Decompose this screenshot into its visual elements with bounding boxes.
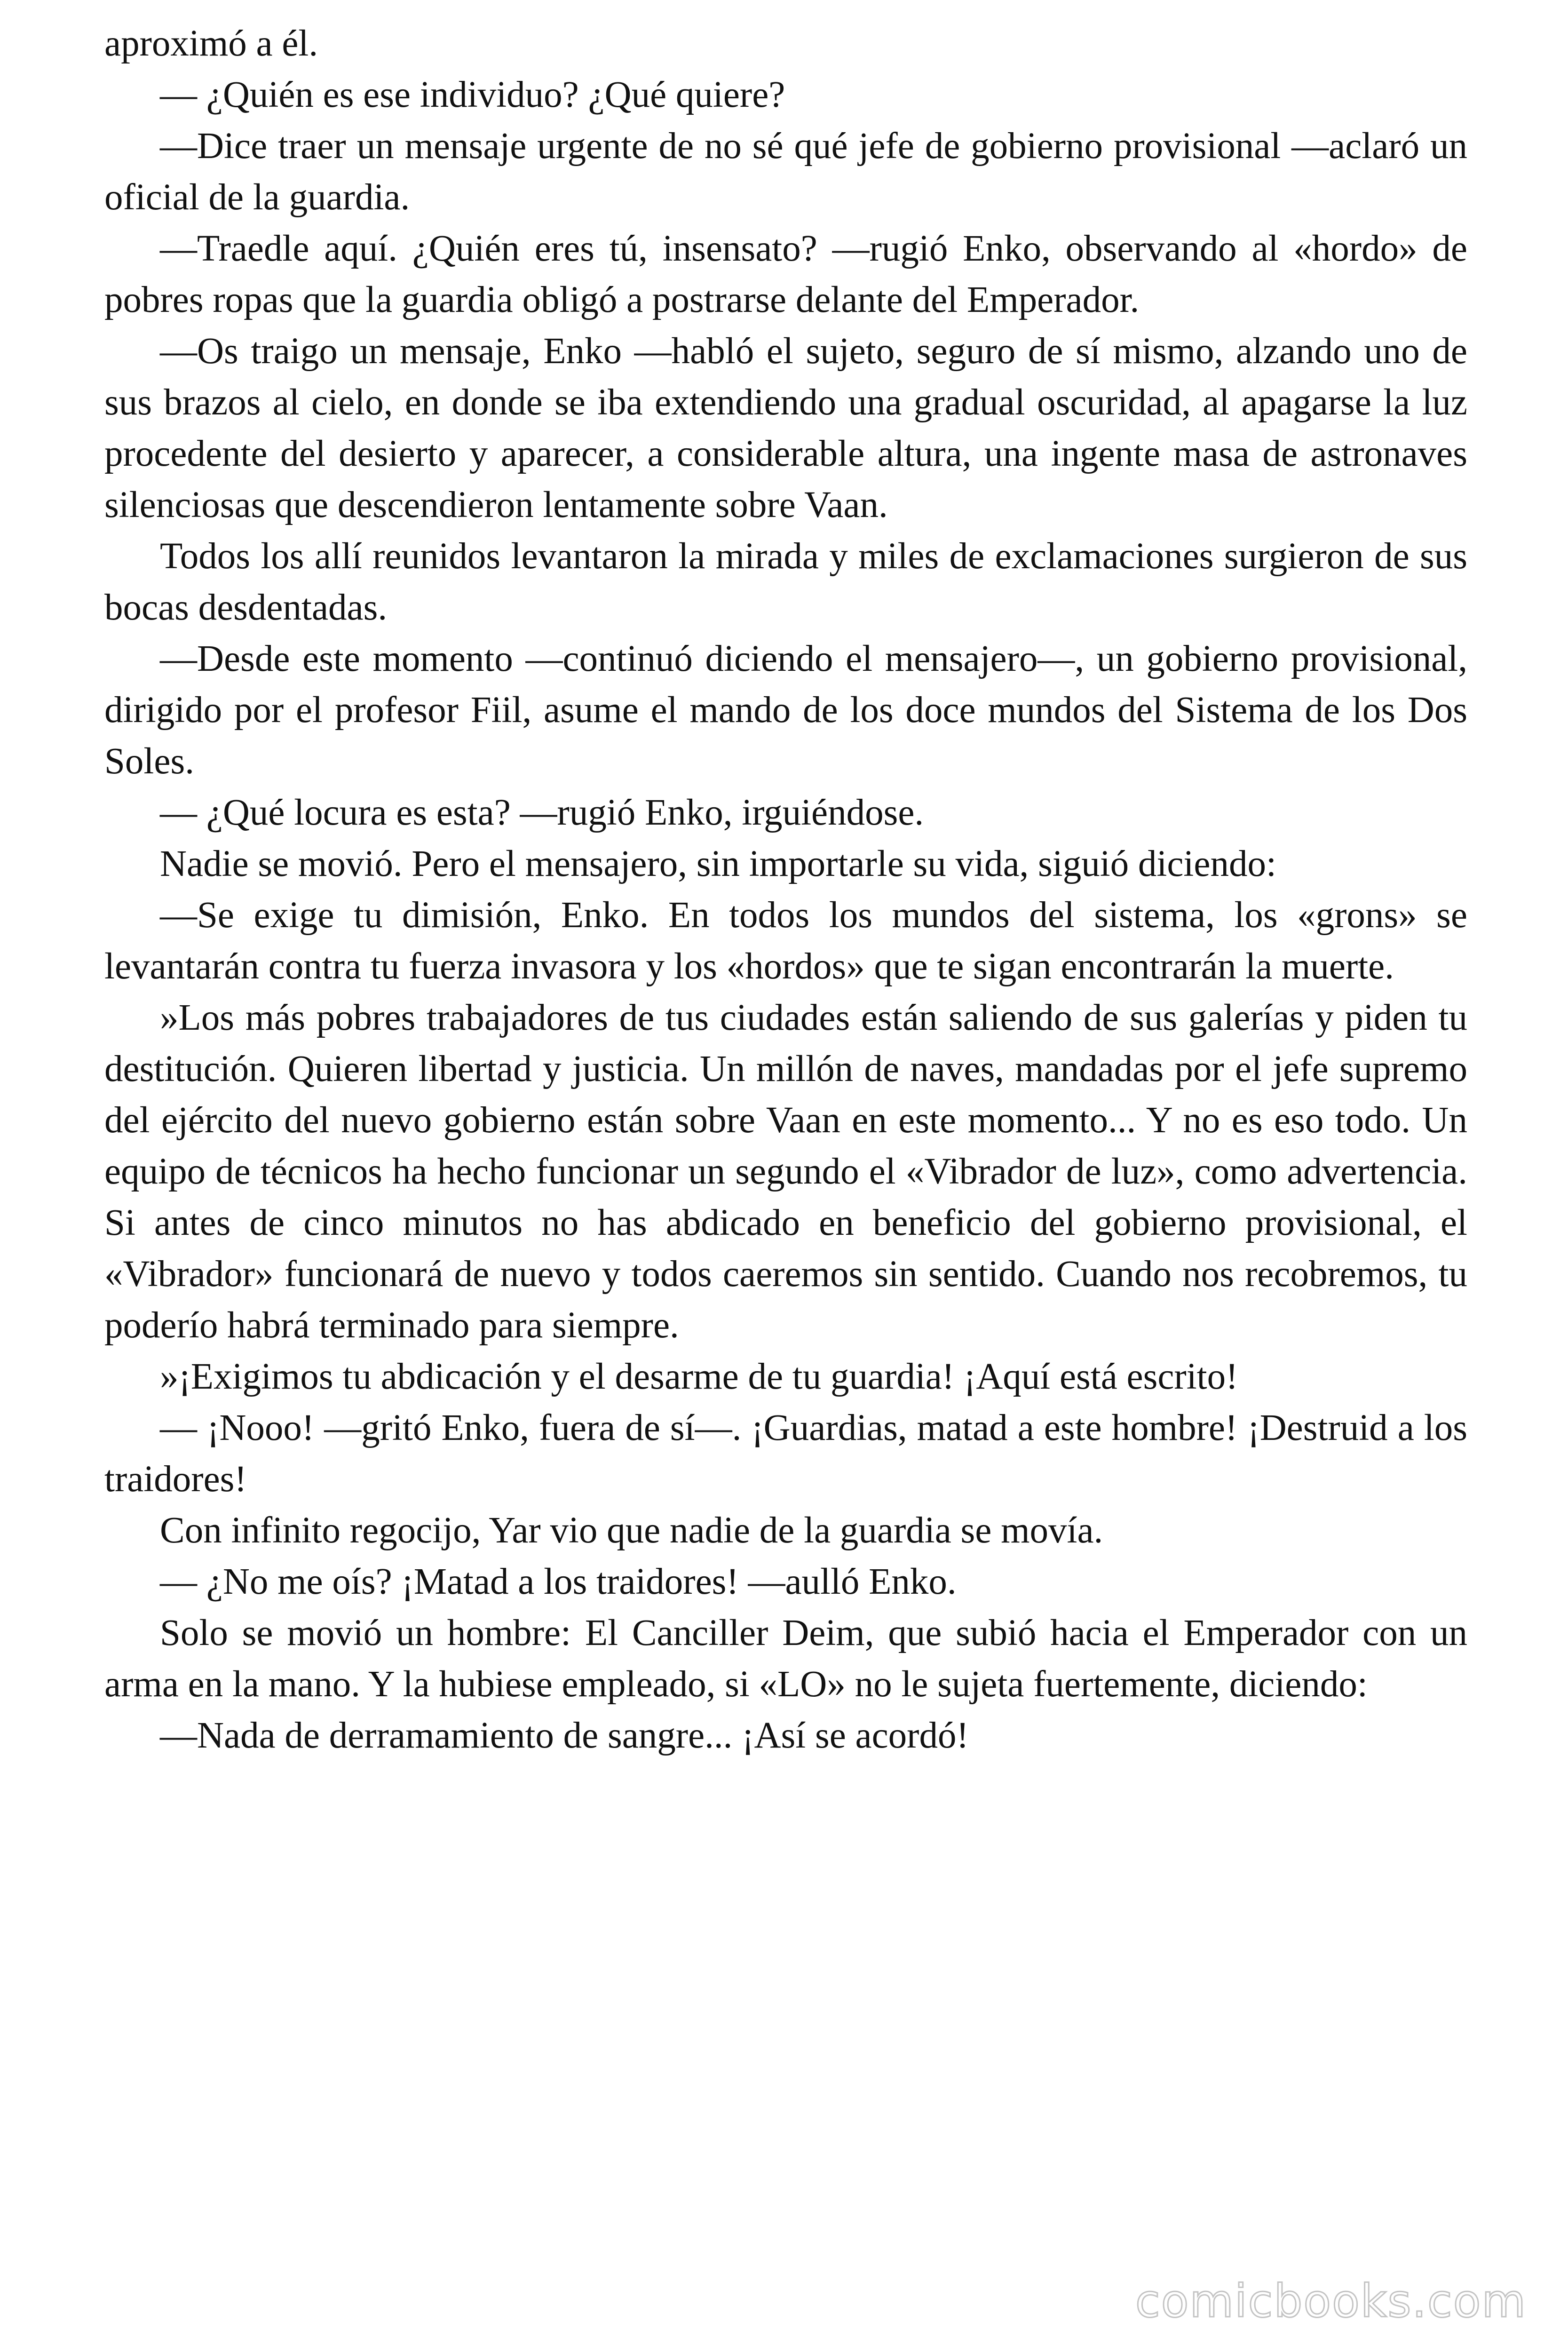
paragraph-13: — ¡Nooo! —gritó Enko, fuera de sí—. ¡Guardias, matad a este hombre! ¡Destruid a los traidores!	[104, 1407, 1467, 1500]
paragraph-2: — ¿Quién es ese individuo? ¿Qué quiere?	[160, 74, 785, 115]
paragraph-10: —Se exige tu dimisión, Enko. En todos los mundos del sistema, los «grons» se levantarán contra tu fuerza invasora y los «hordos» que te sigan encontrarán la muerte.	[104, 895, 1467, 987]
paragraph-12: »¡Exigimos tu abdicación y el desarme de tu guardia! ¡Aquí está escrito!	[160, 1356, 1238, 1397]
paragraph-15: — ¿No me oís? ¡Matad a los traidores! —aulló Enko.	[160, 1561, 957, 1602]
watermark: comicbooks.com	[1135, 2275, 1527, 2328]
paragraph-6: Todos los allí reunidos levantaron la mirada y miles de exclamaciones surgieron de sus bocas desdentadas.	[104, 536, 1467, 628]
paragraph-8: — ¿Qué locura es esta? —rugió Enko, irguiéndose.	[160, 792, 924, 833]
paragraph-9: Nadie se movió. Pero el mensajero, sin importarle su vida, siguió diciendo:	[160, 843, 1276, 884]
paragraph-5: —Os traigo un mensaje, Enko —habló el sujeto, seguro de sí mismo, alzando uno de sus brazos al cielo, en donde se iba extendiendo una gradual oscuridad, al apagarse la luz procedente del desierto y aparecer, a considerable altura, una ingente masa de astronaves silenciosas que descendieron lentamente sobre Vaan.	[104, 331, 1467, 525]
paragraph-7: —Desde este momento —continuó diciendo el mensajero—, un gobierno provisional, dirigido por el profesor Fiil, asume el mando de los doce mundos del Sistema de los Dos Soles.	[104, 638, 1467, 782]
paragraph-16: Solo se movió un hombre: El Canciller Deim, que subió hacia el Emperador con un arma en la mano. Y la hubiese empleado, si «LO» no le sujeta fuertemente, diciendo:	[104, 1613, 1467, 1705]
paragraph-11: »Los más pobres trabajadores de tus ciudades están saliendo de sus galerías y piden tu destitución. Quieren libertad y justicia. Un millón de naves, mandadas por el jefe supremo del ejército del nuevo gobierno están sobre Vaan en este momento... Y no es eso todo. Un equipo de técnicos ha hecho funcionar un segundo el «Vibrador de luz», como advertencia. Si antes de cinco minutos no has abdicado en beneficio del gobierno provisional, el «Vibrador» funcionará de nuevo y todos caeremos sin sentido. Cuando nos recobremos, tu poderío habrá terminado para siempre.	[104, 997, 1467, 1346]
body-text	[104, 18, 1467, 1761]
paragraph-3: —Dice traer un mensaje urgente de no sé qué jefe de gobierno provisional —aclaró un oficial de la guardia.	[104, 126, 1467, 218]
paragraph-14: Con infinito regocijo, Yar vio que nadie de la guardia se movía.	[160, 1510, 1103, 1551]
paragraph-4: —Traedle aquí. ¿Quién eres tú, insensato? —rugió Enko, observando al «hordo» de pobres ropas que la guardia obligó a postrarse delante del Emperador.	[104, 228, 1467, 320]
paragraph-17: —Nada de derramamiento de sangre... ¡Así se acordó!	[160, 1715, 969, 1756]
paragraph-1: aproximó a él.	[104, 23, 318, 64]
